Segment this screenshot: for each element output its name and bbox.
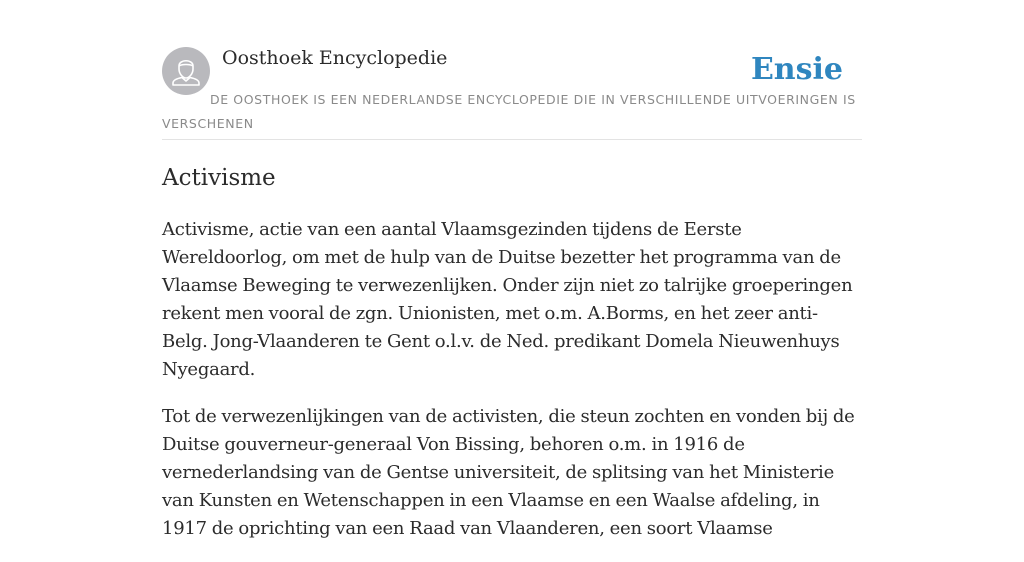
article-title: Activisme bbox=[162, 165, 276, 191]
article-paragraph: Tot de verwezenlijkingen van de activisten, die steun zochten en vonden bij de Duitse gouverneur-generaal Von Bissing, behoren o.m. in 1916 de vernederlandsing van de Gentse universiteit, de splitsing van het Ministerie van Kunsten en Wetenschappen in een Vlaamse en een Waalse afdeling, in 1917 de oprichting van een Raad van Vlaanderen, een soort Vlaamse bbox=[162, 406, 855, 539]
source-tagline: DE OOSTHOEK IS EEN NEDERLANDSE ENCYCLOPEDIE DIE IN VERSCHILLENDE UITVOERINGEN IS VERSCHENEN bbox=[162, 92, 856, 131]
source-name[interactable]: Oosthoek Encyclopedie bbox=[222, 47, 448, 69]
header-divider bbox=[162, 139, 862, 140]
article-body bbox=[162, 216, 862, 562]
brand-logo[interactable]: Ensie bbox=[750, 52, 843, 87]
article-paragraph: Activisme, actie van een aantal Vlaamsgezinden tijdens de Eerste Wereldoorlog, om met de hulp van de Duitse bezetter het programma van de Vlaamse Beweging te verwezenlijken. Onder zijn niet zo talrijke groeperingen rekent men vooral de zgn. Unionisten, met o.m. A.Borms, en het zeer anti-Belg. Jong-Vlaanderen te Gent o.l.v. de Ned. predikant Domela Nieuwenhuys Nyegaard. bbox=[162, 219, 853, 380]
source-header bbox=[162, 46, 862, 140]
